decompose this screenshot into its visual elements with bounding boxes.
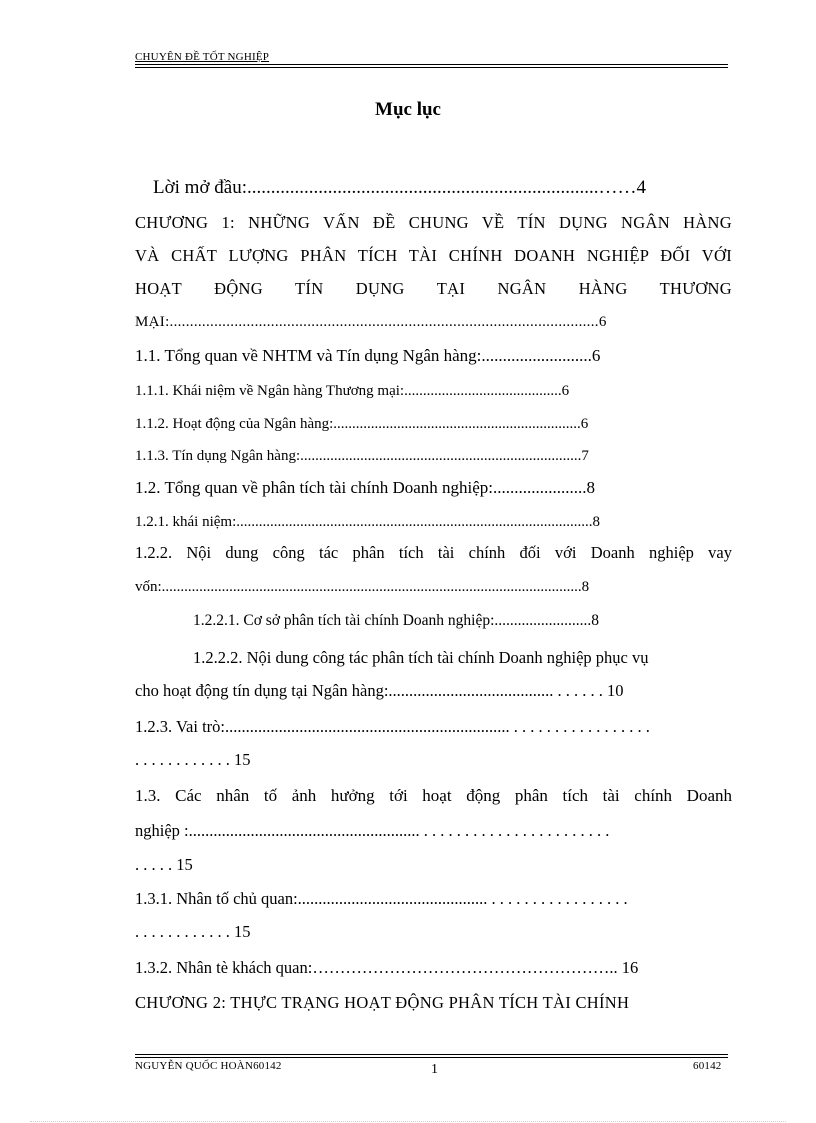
toc-entry-1-2-2-2-line-1: 1.2.2.2. Nội dung công tác phân tích tài chính Doanh nghiệp phục vụ <box>193 648 649 667</box>
footer-rule-thin <box>135 1054 728 1055</box>
toc-entry-1-2: 1.2. Tổng quan về phân tích tài chính Doanh nghiệp:......................8 <box>135 478 596 497</box>
page-number: 1 <box>431 1062 438 1077</box>
toc-entry-1-3-line-2: nghiệp :........................................................ . . . . . . . . . . . . . . . . . . . . . . . <box>135 821 610 840</box>
page-edge-dotted-line <box>30 1121 786 1122</box>
footer-code: 60142 <box>693 1060 722 1072</box>
toc-entry-1-3-line-1: 1.3. Các nhân tố ảnh hưởng tới hoạt động phân tích tài chính Doanh <box>135 786 732 805</box>
footer-rule <box>135 1057 728 1058</box>
header-text: CHUYÊN ĐỀ TỐT NGHIỆP <box>135 51 270 63</box>
toc-chapter-1-line-4: MẠI:..........................................................................................................6 <box>135 314 607 330</box>
toc-entry-1-3-1-line-1: 1.3.1. Nhân tố chủ quan:.............................................. . . . . . . . . . . . . . . . . . <box>135 889 628 908</box>
header-rule <box>135 64 728 65</box>
toc-entry-1-2-2-line-2: vốn:................................................................................................................8 <box>135 579 590 595</box>
toc-entry-1-2-2-1: 1.2.2.1. Cơ sở phân tích tài chính Doanh nghiệp:.........................8 <box>193 612 600 629</box>
toc-chapter-1-line-1: CHƯƠNG 1: NHỮNG VẤN ĐỀ CHUNG VỀ TÍN DỤNG NGÂN HÀNG <box>135 213 732 232</box>
toc-entry-1-2-3-line-2: . . . . . . . . . . . . 15 <box>135 750 251 769</box>
toc-chapter-2-line-1: CHƯƠNG 2: THỰC TRẠNG HOẠT ĐỘNG PHÂN TÍCH TÀI CHÍNH <box>135 993 630 1012</box>
toc-entry-1-2-2-2-line-2: cho hoạt động tín dụng tại Ngân hàng:........................................ . . . . . . 10 <box>135 681 624 700</box>
toc-chapter-1-line-2: VÀ CHẤT LƯỢNG PHÂN TÍCH TÀI CHÍNH DOANH NGHIỆP ĐỐI VỚI <box>135 246 732 265</box>
toc-entry-1-3-2: 1.3.2. Nhân tè khách quan:……………………………………………….. 16 <box>135 958 639 977</box>
toc-entry-1-3-line-3: . . . . . 15 <box>135 855 193 874</box>
footer-author: NGUYỄN QUỐC HOÀN60142 <box>135 1060 282 1072</box>
toc-entry-1-2-2-line-1: 1.2.2. Nội dung công tác phân tích tài chính đối với Doanh nghiệp vay <box>135 543 732 562</box>
toc-entry-1-1-1: 1.1.1. Khái niệm về Ngân hàng Thương mại:..........................................6 <box>135 383 570 399</box>
header-rule-thin <box>135 67 728 68</box>
toc-entry-1-1-3: 1.1.3. Tín dụng Ngân hàng:...........................................................................7 <box>135 448 589 464</box>
toc-entry-1-1-2: 1.1.2. Hoạt động của Ngân hàng:..................................................................6 <box>135 416 589 432</box>
toc-entry-1-1: 1.1. Tổng quan về NHTM và Tín dụng Ngân hàng:..........................6 <box>135 346 601 365</box>
toc-entry-intro: Lời mở đầu:..........................................................................……4 <box>153 177 646 198</box>
page-title: Mục lục <box>375 99 441 120</box>
toc-entry-1-2-1: 1.2.1. khái niệm:...............................................................................................8 <box>135 514 600 530</box>
toc-chapter-1-line-3: HOẠT ĐỘNG TÍN DỤNG TẠI NGÂN HÀNG THƯƠNG <box>135 279 732 298</box>
toc-entry-1-2-3-line-1: 1.2.3. Vai trò:..................................................................... . . . . . . . . . . . . . . . . . <box>135 717 650 736</box>
toc-entry-1-3-1-line-2: . . . . . . . . . . . . 15 <box>135 922 251 941</box>
